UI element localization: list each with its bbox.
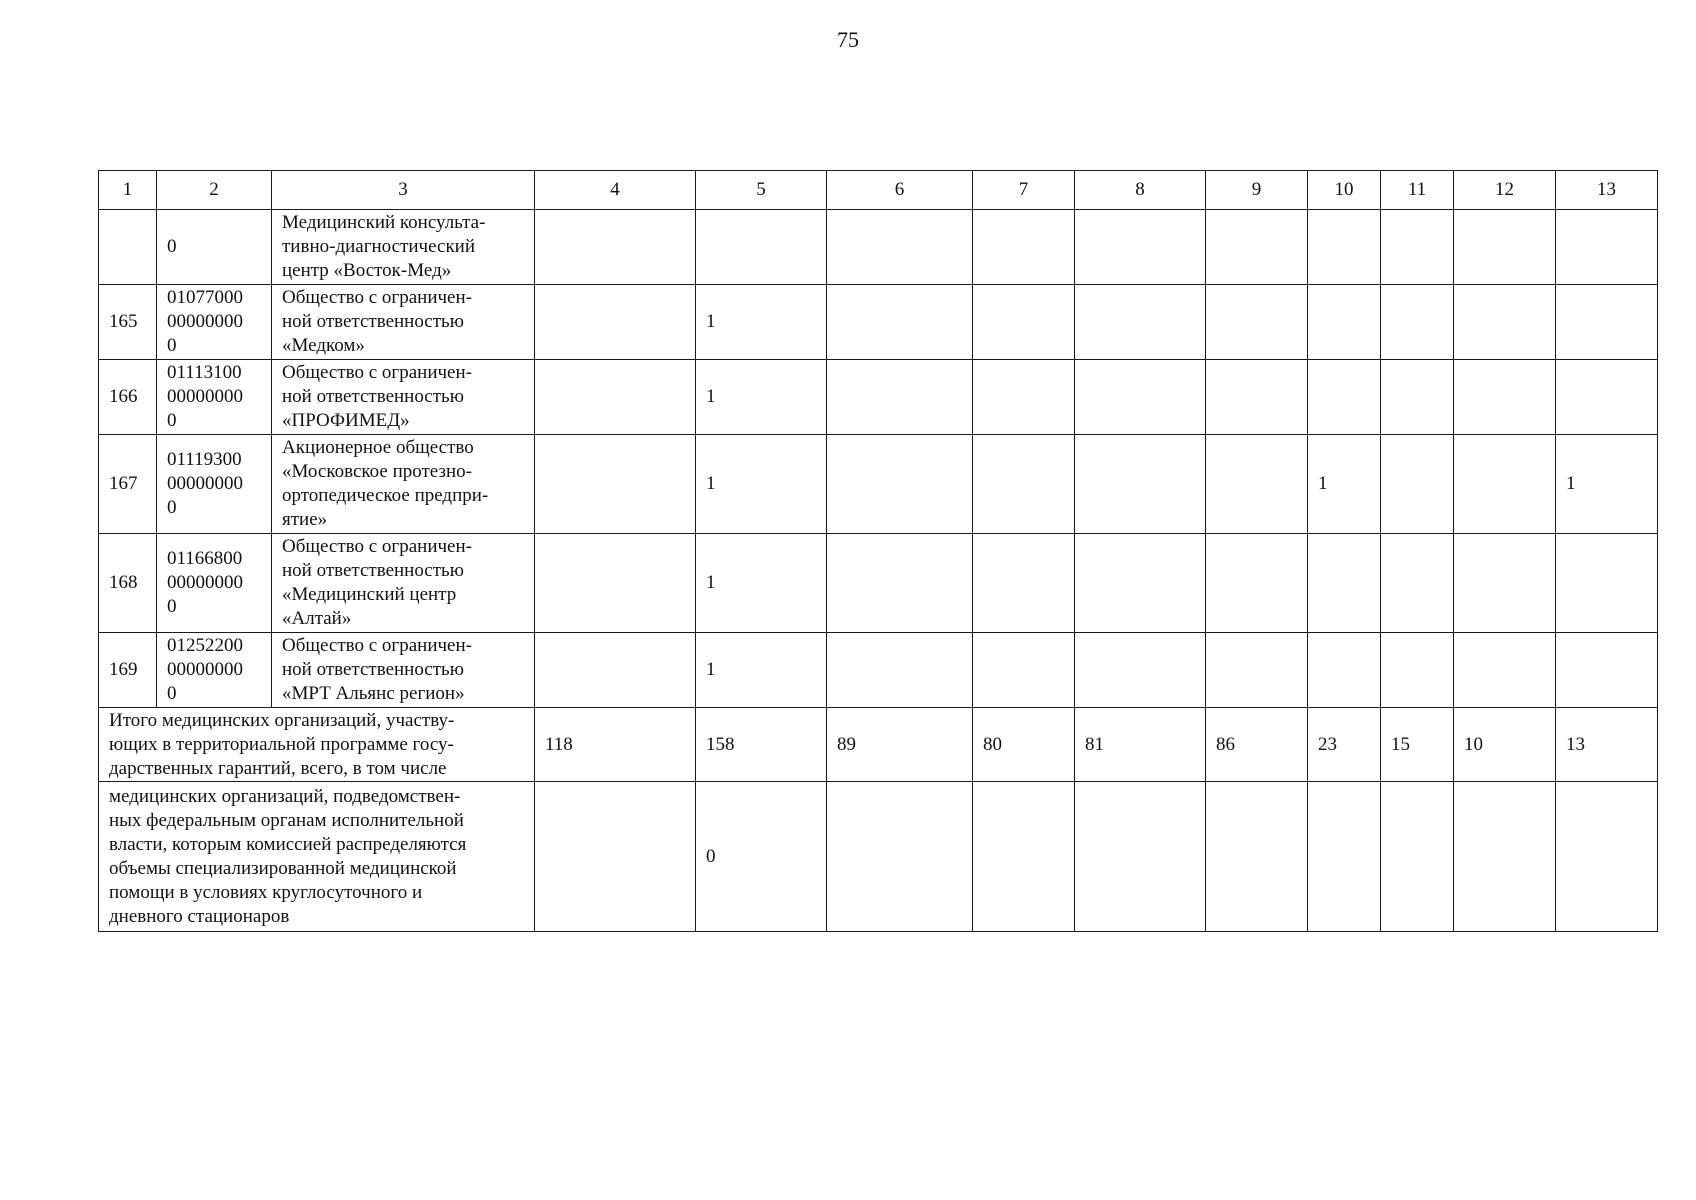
value-cell: [535, 633, 696, 708]
org-name-line: ной ответственностью: [282, 386, 464, 407]
value-cell: [535, 210, 696, 285]
value-cell: [827, 360, 973, 435]
table-row: [99, 534, 1658, 633]
column-header-7: 7: [973, 171, 1075, 210]
org-name-text: [282, 436, 524, 532]
org-code-text: [167, 286, 243, 358]
org-name-line: «Медицинский центр: [282, 584, 457, 605]
value-cell: [1454, 360, 1556, 435]
federal-subordinate-label-line: ных федеральным органам исполнительной: [109, 809, 464, 831]
column-header-1: 1: [99, 171, 157, 210]
federal-subordinate-value-cell: [1454, 782, 1556, 932]
org-code-cell: [157, 534, 272, 633]
org-name-text: [282, 286, 524, 358]
value-cell: [1206, 534, 1308, 633]
value-cell: [1381, 435, 1454, 534]
value-cell: [1381, 210, 1454, 285]
value-cell: [1454, 534, 1556, 633]
column-header-13: 13: [1556, 171, 1658, 210]
org-code-line: 01077000: [167, 287, 243, 308]
value-cell: [1206, 633, 1308, 708]
value-cell: 1: [1556, 435, 1658, 534]
column-header-6: 6: [827, 171, 973, 210]
value-cell: [535, 534, 696, 633]
value-cell: [1308, 633, 1381, 708]
row-number-cell: 165: [99, 285, 157, 360]
table-row: [99, 435, 1658, 534]
value-cell: [1308, 285, 1381, 360]
org-name-line: Акционерное общество: [282, 437, 474, 458]
value-cell: 1: [696, 534, 827, 633]
table-row: [99, 285, 1658, 360]
value-cell: [827, 210, 973, 285]
org-name-cell: [272, 360, 535, 435]
org-name-line: ной ответственностью: [282, 311, 464, 332]
value-cell: [973, 210, 1075, 285]
federal-subordinate-label-line: объемы специализированной медицинской: [109, 857, 457, 879]
value-cell: [1556, 360, 1658, 435]
column-header-11: 11: [1381, 171, 1454, 210]
value-cell: [535, 435, 696, 534]
org-code-text: [167, 361, 243, 433]
value-cell: [1206, 360, 1308, 435]
value-cell: 1: [1308, 435, 1381, 534]
value-cell: [1206, 285, 1308, 360]
total-label-cell: [99, 708, 535, 782]
org-name-cell: [272, 210, 535, 285]
total-label-text: [109, 709, 524, 781]
org-name-cell: [272, 435, 535, 534]
value-cell: [1556, 534, 1658, 633]
value-cell: [696, 210, 827, 285]
value-cell: [1556, 285, 1658, 360]
org-name-text: [282, 361, 524, 433]
column-header-10: 10: [1308, 171, 1381, 210]
org-name-line: Общество с ограничен-: [282, 287, 472, 308]
org-code-cell: [157, 285, 272, 360]
value-cell: [1381, 285, 1454, 360]
value-cell: [827, 435, 973, 534]
federal-subordinate-value-cell: [827, 782, 973, 932]
total-label-line: дарственных гарантий, всего, в том числе: [109, 757, 447, 779]
total-value-cell: 89: [827, 708, 973, 782]
total-value-cell: 86: [1206, 708, 1308, 782]
org-name-line: ятие»: [282, 509, 328, 530]
value-cell: [1206, 210, 1308, 285]
continuation-row: [99, 210, 1658, 285]
value-cell: [973, 534, 1075, 633]
org-name-line: Общество с ограничен-: [282, 362, 472, 383]
federal-subordinate-row: [99, 782, 1658, 932]
total-value-cell: 81: [1075, 708, 1206, 782]
org-code-line: 01166800: [167, 548, 243, 569]
value-cell: [827, 633, 973, 708]
value-cell: [535, 285, 696, 360]
column-header-2: 2: [157, 171, 272, 210]
value-cell: [1075, 210, 1206, 285]
total-value-cell: 158: [696, 708, 827, 782]
value-cell: [1556, 210, 1658, 285]
org-code-line: 00000000: [167, 473, 243, 494]
federal-subordinate-value-cell: [1308, 782, 1381, 932]
page-number: 75: [837, 27, 859, 52]
org-code-line: 00000000: [167, 659, 243, 680]
value-cell: [827, 285, 973, 360]
value-cell: [1075, 360, 1206, 435]
value-cell: [1454, 435, 1556, 534]
row-number-cell: 167: [99, 435, 157, 534]
column-header-9: 9: [1206, 171, 1308, 210]
table-row: [99, 633, 1658, 708]
org-code-line: 0: [167, 596, 177, 617]
value-cell: 1: [696, 285, 827, 360]
value-cell: [1075, 633, 1206, 708]
value-cell: [973, 633, 1075, 708]
org-code-line: 00000000: [167, 311, 243, 332]
federal-subordinate-label-line: медицинских организаций, подведомствен-: [109, 785, 461, 807]
value-cell: [1454, 633, 1556, 708]
total-value-cell: 23: [1308, 708, 1381, 782]
row-number-cell: 166: [99, 360, 157, 435]
org-code-line: 00000000: [167, 386, 243, 407]
value-cell: [1381, 633, 1454, 708]
org-code-line: 0: [167, 410, 177, 431]
value-cell: [1381, 534, 1454, 633]
org-name-text: [282, 211, 524, 283]
federal-subordinate-value-cell: [1206, 782, 1308, 932]
org-code-cell: [157, 360, 272, 435]
org-code-cell: [157, 435, 272, 534]
org-code-text: [167, 634, 243, 706]
org-name-line: Общество с ограничен-: [282, 635, 472, 656]
federal-subordinate-value-cell: 0: [696, 782, 827, 932]
org-code-line: 01252200: [167, 635, 243, 656]
org-code-line: 0: [167, 497, 177, 518]
value-cell: [1381, 360, 1454, 435]
total-row: [99, 708, 1658, 782]
value-cell: [1454, 210, 1556, 285]
federal-subordinate-value-cell: [973, 782, 1075, 932]
org-code-line: 00000000: [167, 572, 243, 593]
org-code-line: 01113100: [167, 362, 242, 383]
federal-subordinate-value-cell: [1381, 782, 1454, 932]
column-header-12: 12: [1454, 171, 1556, 210]
org-name-line: «МРТ Альянс регион»: [282, 683, 465, 704]
row-number-cell: 168: [99, 534, 157, 633]
total-value-cell: 118: [535, 708, 696, 782]
org-name-line: «Алтай»: [282, 608, 352, 629]
column-header-3: 3: [272, 171, 535, 210]
org-code-line: 0: [167, 683, 177, 704]
row-number-cell: [99, 210, 157, 285]
org-name-line: Медицинский консульта-: [282, 212, 486, 233]
org-name-text: [282, 535, 524, 631]
federal-subordinate-value-cell: [1075, 782, 1206, 932]
org-name-line: Общество с ограничен-: [282, 536, 472, 557]
org-name-cell: [272, 534, 535, 633]
value-cell: [1075, 285, 1206, 360]
organizations-table: [98, 170, 1658, 932]
org-code-cell: [157, 633, 272, 708]
org-code-line: 0: [167, 335, 177, 356]
org-name-line: «Московское протезно-: [282, 461, 472, 482]
federal-subordinate-label-text: [109, 785, 524, 929]
org-name-line: центр «Восток-Мед»: [282, 260, 452, 281]
value-cell: [1308, 534, 1381, 633]
org-name-text: [282, 634, 524, 706]
org-name-line: ной ответственностью: [282, 659, 464, 680]
total-value-cell: 80: [973, 708, 1075, 782]
header-row: [99, 171, 1658, 210]
total-label-line: ющих в территориальной программе госу-: [109, 733, 454, 755]
total-value-cell: 10: [1454, 708, 1556, 782]
org-name-cell: [272, 285, 535, 360]
value-cell: 1: [696, 633, 827, 708]
federal-subordinate-value-cell: [535, 782, 696, 932]
federal-subordinate-label-line: власти, которым комиссией распределяются: [109, 833, 467, 855]
total-value-cell: 15: [1381, 708, 1454, 782]
org-name-line: «ПРОФИМЕД»: [282, 410, 410, 431]
column-header-8: 8: [1075, 171, 1206, 210]
value-cell: [973, 360, 1075, 435]
value-cell: [1556, 633, 1658, 708]
value-cell: [827, 534, 973, 633]
value-cell: [973, 435, 1075, 534]
federal-subordinate-value-cell: [1556, 782, 1658, 932]
value-cell: [535, 360, 696, 435]
value-cell: [1308, 210, 1381, 285]
column-header-5: 5: [696, 171, 827, 210]
value-cell: [1075, 435, 1206, 534]
value-cell: 1: [696, 435, 827, 534]
federal-subordinate-label-line: помощи в условиях круглосуточного и: [109, 881, 423, 903]
table-body: [99, 171, 1658, 932]
federal-subordinate-label-cell: [99, 782, 535, 932]
org-code-cell: 0: [157, 210, 272, 285]
total-value-cell: 13: [1556, 708, 1658, 782]
value-cell: [1075, 534, 1206, 633]
value-cell: [973, 285, 1075, 360]
org-code-line: 01119300: [167, 449, 242, 470]
value-cell: [1454, 285, 1556, 360]
org-name-line: ортопедическое предпри-: [282, 485, 489, 506]
org-code-text: [167, 448, 243, 520]
org-name-cell: [272, 633, 535, 708]
table-row: [99, 360, 1658, 435]
federal-subordinate-label-line: дневного стационаров: [109, 905, 290, 927]
org-name-line: «Медком»: [282, 335, 365, 356]
column-header-4: 4: [535, 171, 696, 210]
org-code-text: [167, 547, 243, 619]
value-cell: [1206, 435, 1308, 534]
org-name-line: тивно-диагностический: [282, 236, 476, 257]
org-name-line: ной ответственностью: [282, 560, 464, 581]
value-cell: 1: [696, 360, 827, 435]
total-label-line: Итого медицинских организаций, участву-: [109, 709, 455, 731]
value-cell: [1308, 360, 1381, 435]
row-number-cell: 169: [99, 633, 157, 708]
